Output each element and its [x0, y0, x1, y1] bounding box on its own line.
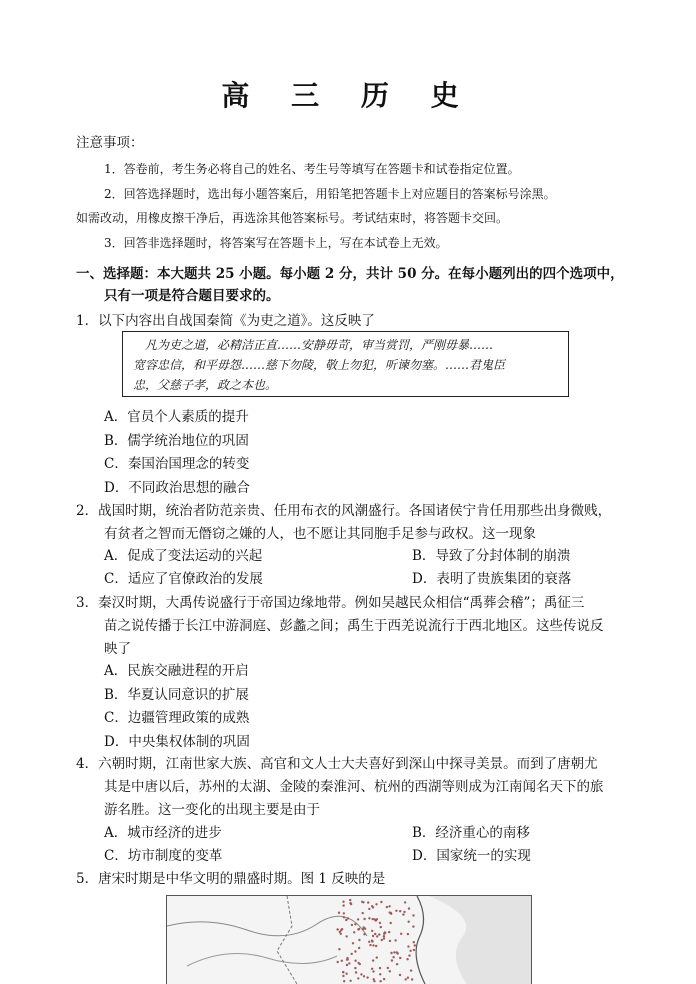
map-dot	[378, 933, 380, 935]
map-dot	[399, 910, 401, 912]
option-c: C．坊市制度的变革	[104, 848, 223, 864]
map-dot	[358, 947, 360, 949]
map-dot	[354, 967, 356, 969]
map-dot	[405, 978, 407, 980]
map-dot	[389, 940, 391, 942]
question-5-stem: 5．唐宋时期是中华文明的鼎盛时期。图 1 反映的是	[76, 871, 386, 887]
question-4-stem: 游名胜。这一变化的出现主要是由于	[104, 802, 320, 818]
map-dot	[403, 911, 405, 913]
section-heading: 只有一项是符合题目要求的。	[104, 288, 280, 304]
option-d: D．不同政治思想的融合	[104, 480, 250, 496]
map-dot	[353, 931, 355, 933]
map-dot	[357, 977, 359, 979]
map-dot	[374, 933, 376, 935]
map-dot	[354, 950, 356, 952]
map-dot	[341, 960, 343, 962]
map-dot	[391, 959, 393, 961]
map-dot	[396, 963, 398, 965]
option-d: D．表明了贵族集团的衰落	[412, 571, 572, 587]
map-dot	[345, 973, 347, 975]
section-heading: 一、选择题：本大题共 25 小题。每小题 2 分，共计 50 分。在每小题列出的四个选项中，	[76, 266, 624, 282]
notice-heading: 注意事项：	[76, 135, 144, 151]
map-dot	[395, 910, 397, 912]
map-illustration	[167, 896, 531, 984]
map-dot	[343, 916, 345, 918]
map-dot	[390, 922, 392, 924]
map-dot	[402, 913, 404, 915]
map-dot	[363, 975, 365, 977]
map-dot	[379, 973, 381, 975]
map-dot	[413, 949, 415, 951]
map-dot	[412, 914, 414, 916]
question-2-stem: 有贫者之智而无僭窃之嫌的人，也不愿让其同胞手足参与政权。这一现象	[104, 526, 536, 542]
map-dot	[381, 939, 383, 941]
map-dot	[342, 975, 344, 977]
notice-item: 3．回答非选择题时，将答案写在答题卡上，写在本试卷上无效。	[104, 236, 448, 250]
figure-1-map	[166, 895, 532, 984]
map-dot	[346, 957, 348, 959]
map-dot	[368, 908, 370, 910]
map-dot	[383, 937, 385, 939]
map-dot	[371, 905, 373, 907]
map-dot	[371, 968, 373, 970]
map-dot	[351, 953, 353, 955]
map-dot	[343, 912, 345, 914]
map-dot	[393, 951, 395, 953]
map-dot	[379, 980, 381, 982]
map-dot	[357, 918, 359, 920]
option-c: C．秦国治国理念的转变	[104, 456, 250, 472]
question-1-stem: 1．以下内容出自战国秦简《为吏之道》。这反映了	[76, 313, 375, 329]
map-dot	[351, 924, 353, 926]
option-d: D．国家统一的实现	[412, 848, 531, 864]
map-dot	[338, 948, 340, 950]
option-b: B．儒学统治地位的巩固	[104, 433, 249, 449]
notice-item: 2．回答选择题时，选出每小题答案后，用铅笔把答题卡上对应题目的答案标号涂黑。	[104, 187, 556, 201]
map-dot	[368, 917, 370, 919]
map-dot	[371, 930, 373, 932]
option-a: A．促成了变法运动的兴起	[104, 548, 263, 564]
map-dot	[362, 901, 364, 903]
map-dot	[404, 901, 406, 903]
map-dot	[373, 980, 375, 982]
map-dot	[376, 935, 378, 937]
map-dot	[337, 961, 339, 963]
map-dot	[399, 974, 401, 976]
map-dot	[394, 939, 396, 941]
map-dot	[355, 971, 357, 973]
question-4-stem: 4．六朝时期，江南世家大族、高官和文人士大夫喜好到深山中探寻美景。而到了唐朝尤	[76, 756, 598, 772]
map-dot	[342, 971, 344, 973]
map-dot	[339, 931, 341, 933]
map-dot	[386, 906, 388, 908]
map-dot	[379, 922, 381, 924]
question-3-stem: 苗之说传播于长江中游洞庭、彭蠡之间；禹生于西羌说流行于西北地区。这些传说反	[104, 618, 604, 634]
map-dot	[407, 977, 409, 979]
map-dot	[383, 978, 385, 980]
map-dot	[367, 901, 369, 903]
map-dot	[348, 962, 350, 964]
map-dot	[379, 967, 381, 969]
map-dot	[371, 940, 373, 942]
notice-item: 1．答卷前，考生务必将自己的姓名、考生号等填写在答题卡和试卷指定位置。	[104, 162, 520, 176]
map-dot	[375, 945, 377, 947]
map-dot	[400, 933, 402, 935]
map-dot	[392, 956, 394, 958]
map-dot	[352, 942, 354, 944]
map-dot	[358, 928, 360, 930]
map-dot	[380, 901, 382, 903]
option-b: B．导致了分封体制的崩溃	[412, 548, 571, 564]
map-dot	[388, 931, 390, 933]
map-dot	[396, 951, 398, 953]
page-title: 高 三 历 史	[221, 79, 475, 112]
map-dot	[369, 944, 371, 946]
map-dot	[349, 899, 351, 901]
map-dot	[408, 921, 410, 923]
option-a: A．民族交融进程的开启	[104, 663, 249, 679]
map-dot	[349, 980, 351, 982]
map-dot	[354, 960, 356, 962]
map-dot	[342, 904, 344, 906]
quote-line: 宽容忠信，和平毋怨……慈下勿陵，敬上勿犯，听谏勿塞。……君鬼臣	[133, 358, 506, 372]
map-dot	[376, 956, 378, 958]
question-2-stem: 2．战国时期，统治者防范亲贵、任用布衣的风潮盛行。各国诸侯宁肯任用那些出身微贱，	[76, 503, 612, 519]
map-dot	[354, 923, 356, 925]
map-dot	[368, 941, 370, 943]
map-dot	[407, 933, 409, 935]
option-c: C．边疆管理政策的成熟	[104, 710, 250, 726]
source-quote-box	[122, 331, 569, 397]
map-dot	[372, 935, 374, 937]
map-dot	[375, 903, 377, 905]
map-dot	[343, 980, 345, 982]
map-dot	[389, 970, 391, 972]
map-dot	[383, 935, 385, 937]
map-dot	[336, 928, 338, 930]
map-dot	[366, 976, 368, 978]
map-dot	[406, 958, 408, 960]
map-dot	[408, 954, 410, 956]
notice-item: 如需改动，用橡皮擦干净后，再选涂其他答案标号。考试结束时，将答题卡交回。	[76, 211, 509, 225]
question-3-stem: 3．秦汉时期，大禹传说盛行于帝国边缘地带。例如吴越民众相信“禹葬会稽”；禹征三	[76, 595, 585, 611]
map-dot	[412, 925, 414, 927]
map-dot	[388, 905, 390, 907]
option-b: B．经济重心的南移	[412, 825, 530, 841]
map-dot	[347, 917, 349, 919]
map-dot	[372, 944, 374, 946]
option-d: D．中央集权体制的巩固	[104, 734, 250, 750]
map-dot	[413, 941, 415, 943]
quote-line: 凡为吏之道，必精洁正直……安静毋苛，审当赏罚，严刚毋暴……	[145, 338, 494, 352]
map-dot	[338, 912, 340, 914]
map-dot	[363, 918, 365, 920]
map-dot	[375, 919, 377, 921]
map-dot	[358, 939, 360, 941]
map-dot	[387, 967, 389, 969]
map-dot	[384, 931, 386, 933]
map-dot	[414, 944, 416, 946]
map-dot	[380, 926, 382, 928]
map-dot	[410, 969, 412, 971]
option-c: C．适应了官僚政治的发展	[104, 571, 263, 587]
map-dot	[372, 970, 374, 972]
map-dot	[362, 912, 364, 914]
map-dot	[390, 913, 392, 915]
map-dot	[408, 907, 410, 909]
map-dot	[346, 964, 348, 966]
map-dot	[363, 926, 365, 928]
map-dot	[407, 945, 409, 947]
map-dot	[372, 959, 374, 961]
option-a: A．城市经济的进步	[104, 825, 222, 841]
map-dot	[346, 935, 348, 937]
map-dot	[390, 952, 392, 954]
map-dot	[411, 978, 413, 980]
map-dot	[349, 902, 351, 904]
option-a: A．官员个人素质的提升	[104, 409, 249, 425]
map-dot	[360, 973, 362, 975]
map-dot	[357, 962, 359, 964]
question-4-stem: 其是中唐以后，苏州的太湖、金陵的秦淮河、杭州的西湖等则成为江南闻名天下的旅	[104, 779, 604, 795]
map-dot	[409, 950, 411, 952]
quote-line: 忠，父慈子孝，政之本也。	[133, 378, 278, 392]
option-b: B．华夏认同意识的扩展	[104, 687, 249, 703]
question-3-stem: 映了	[104, 641, 131, 657]
map-dot	[363, 933, 365, 935]
map-dot	[342, 901, 344, 903]
map-dot	[399, 957, 401, 959]
